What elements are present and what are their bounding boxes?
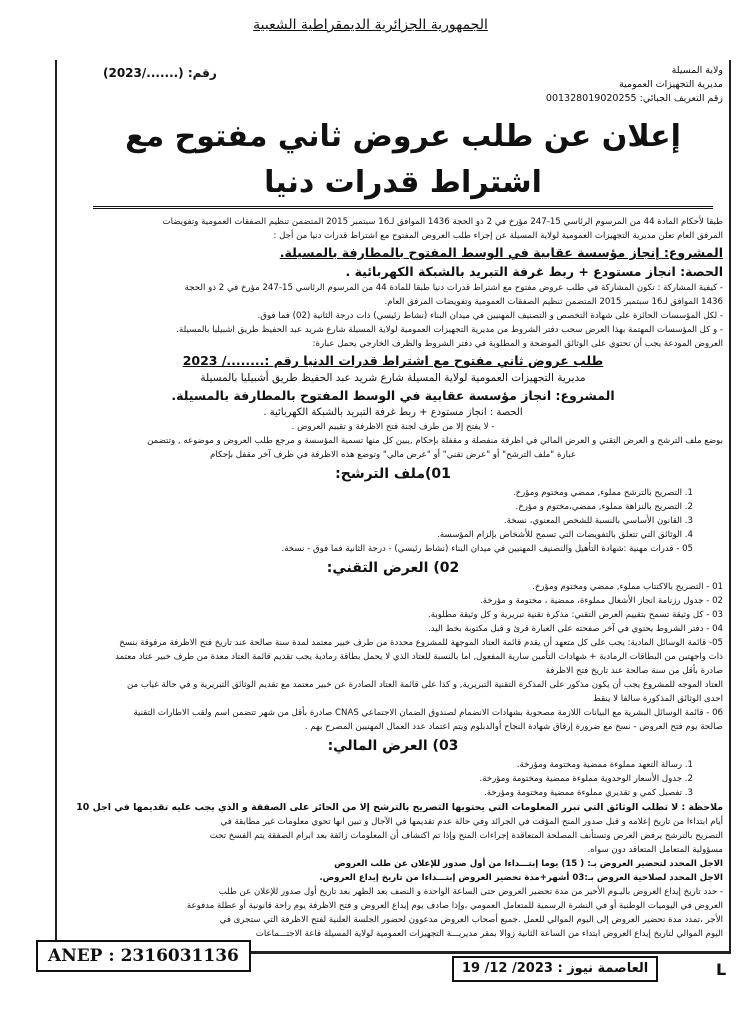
participation-line: العروض المودعة يجب أن تحتوي على الوثائق الموضحة و المطلوبة في دفتر الشروط والظرف الخارجي يحمل عبارة: xyxy=(312,339,723,349)
list-item: 2. التصريح بالنزاهة مملوء, ممضي،مختوم و مؤرخ. xyxy=(515,502,693,512)
issuer-block xyxy=(546,64,723,106)
header-row xyxy=(63,60,723,106)
deadline-line: العروض في اليوميات الوطنية أو في النشرة الرسمية للمتعامل العمومي ،وإذا صادف يوم إيداع العروض و فتح الاظرفة يوم راحة قانونية أو عطلة مدفوعة xyxy=(186,901,723,911)
note-line: مسؤولية المتعامل المتعاقد دون سواه. xyxy=(587,845,723,855)
participation-line: 1436 الموافق لـ16 سبتمبر 2015 المتضمن تنظيم الصفقات العمومية وتفويضات المرفق العام. xyxy=(384,297,723,307)
notice-body xyxy=(63,215,723,941)
opening-line: عبارة "ملف الترشح" أو "عرض تقني" أو "عرض مالي" وتوضع هذه الاظرفة في ظرف آخر مقفل بإحكام xyxy=(210,450,576,460)
intro-line: المرفق العام تعلن مديرية التجهيزات العمومية لولاية المسيلة عن إجراء طلب العروض المفتوح مع اشتراط قدرات دنيا من أجل : xyxy=(273,231,723,241)
list-item: 4. الوثائق التي تتعلق بالتفويضات التي تسمح للأشخاص بإلزام المؤسسة. xyxy=(437,530,693,540)
section1-list xyxy=(63,486,723,556)
deadline-line: الاجل المحدد لتحضير العروض بـ: ( 15) يوما إبتـــداءا من أول صدور للإعلان عن طلب العروض xyxy=(334,859,723,869)
wilaya: ولاية المسيلة xyxy=(671,65,723,76)
notice-title: إعلان عن طلب عروض ثاني مفتوح مع اشتراط قدرات دنيا xyxy=(93,114,713,209)
opening-line: - لا يفتح إلا من طرف لجنة فتح الاظرفة و تقييم العروض . xyxy=(291,422,495,432)
participation-line: - كيفية المشاركة : تكون المشاركة في طلب عروض مفتوح مع اشتراط قدرات دنيا طبقا للمادة 44 من المرسوم الرئاسي 15-247 مؤرخ في 2 ذو الحجة xyxy=(184,283,723,293)
list-item: 05 - قدرات مهنية :شهادة التأهيل والتصنيف المهنيين في ميدان البناء (نشاط رئيسي) - درجة الثانية فما فوق - نسخة. xyxy=(281,544,693,554)
section-title: 03) العرض المالي: xyxy=(327,738,459,754)
section3-list xyxy=(63,758,723,800)
envelope-line: طلب عروض ثاني مفتوح مع اشتراط قدرات الدنيا رقم :......../ 2023 xyxy=(182,353,604,368)
section-title: 01)ملف الترشح: xyxy=(335,466,451,482)
document-frame xyxy=(55,60,731,954)
newspaper-date: العاصمة نيوز : 2023/ 12/ 19 xyxy=(452,956,658,982)
corner-mark: L xyxy=(716,960,727,979)
list-item: 06 - قائمة الوسائل البشرية مع البيانات اللازمة مصحوبة بشهادات الانضمام لصندوق الضمان الاجتماعي CNAS صادرة بأقل من شهر تتضمن اسم ولقب الاطارات التقنية xyxy=(133,708,723,718)
note-line: أيام ابتداءا من تاريخ إعلامه و قبل صدور المنح المؤقت في الجرائد وفي حالة عدم تقديمها في الآجال و تبين انها تحوي معلومات غير مطابقة في xyxy=(220,817,723,827)
note-line: التصريح بالترشح يرفض العرض وتستأنف المصلحة المتعاقدة إجراءات المنح وإذا تم اكتشاف أن المعلومات زائفة بعد ابرام الصفقة يتم الفسخ تحت xyxy=(209,831,723,841)
directorate: مديرية التجهيزات العمومية xyxy=(619,79,723,90)
section-title: 02) العرض التقني: xyxy=(326,560,460,576)
participation-line: - لكل المؤسسات الحائزة على شهادة التخصص و التصنيف المهنيين في ميدان البناء (نشاط رئيسي) ذات درجة الثانية (02) فما فوق. xyxy=(257,311,723,321)
list-item: احدى الوثائق المذكورة سالفا لا ينقط xyxy=(592,694,723,704)
deadline-line: الأجر ،تمدد مدة تحضير العروض إلى اليوم الموالي للعمل .جميع أصحاب العروض مدعوون لحضور الجلسة العلنية لفتح الاظرفة التي ستجرى في xyxy=(219,915,723,925)
tax-id: رقم التعريف الجبائي: 001328019020255 xyxy=(545,93,723,104)
list-item: 2. جدول الأسعار الوحدوية مملوءة ممضية ومختومة ومؤرخة. xyxy=(479,774,693,784)
list-item: 03 - كل وثيقة تسمح بتقييم العرض التقني: مذكرة تقنية تبريرية و كل وثيقة مطلوبة. xyxy=(427,610,723,620)
envelope-line: المشروع: انجاز مؤسسة عقابية في الوسط المفتوح بالمطارفة بالمسيلة. xyxy=(171,388,615,403)
list-item: 05- قائمة الوسائل المادية: يجب على كل متعهد أن يقدم قائمة العتاد الموجهة للمشروع محددة من طرف خبير معتمد لمدة سنة صالحة عند تاريخ فتح الاظرفة مرفوقة بنسخ xyxy=(119,638,723,648)
envelope-line: الحصة : انجاز مستودع + ربط غرفة التبريد بالشبكة الكهربائية . xyxy=(263,407,523,418)
list-item: صادرة بأقل من سنة صالحة عند تاريخ فتح الاظرفة xyxy=(545,666,723,676)
list-item: صالحة يوم فتح العروض - نسخ مع ضرورة إرفاق شهادة النجاح أوالدبلوم ويتم اعتماد عدد العمال المهنيين المصرح بهم . xyxy=(304,722,723,732)
envelope-line: مديرية التجهيزات العمومية لولاية المسيلة شارع شريد عبد الحفيظ طريق أشبيليا بالمسيلة xyxy=(200,372,586,384)
list-item: 3. تفصيل كمي و تقديري مملوءة ممضية ومختومة ومؤرخة. xyxy=(484,788,693,798)
footer xyxy=(0,940,741,984)
list-item: 04 - دفتر الشروط يحتوي في آخر صفحته على العبارة قرئ و قبل مكتوبة بخط اليد. xyxy=(427,624,723,634)
list-item: 1. رسالة التعهد مملوءة ممضية ومختومة ومؤرخة. xyxy=(516,760,693,770)
list-item: 3. القانون الأساسي بالنسبة للشخص المعنوي، نسخة. xyxy=(503,516,693,526)
lot: الحصة: انجاز مستودع + ربط غرفة التبريد بالشبكة الكهربائية . xyxy=(345,264,723,279)
list-item: 1. التصريح بالترشح مملوء, ممضي ومختوم ومؤرخ. xyxy=(512,488,693,498)
list-item: 02 - جدول رزنامة انجاز الأشغال مملوءة، ممضية ، مختومة و مؤرخة. xyxy=(480,596,723,606)
deadline-line: اليوم الموالي لتاريخ إيداع العروض ابتداء من الساعة الثانية زوالا بمقر مديريـــة التجهيزات العمومية لولاية المسيلة قاعة الاجتـــماعات xyxy=(255,929,723,939)
republic-header: الجمهورية الجزائرية الديمقراطية الشعبية xyxy=(253,17,488,33)
list-item: العتاد الموجه للمشروع يجب أن يكون مذكور على المذكرة التقنية التبريرية, و كذا على قائمة العتاد الصادرة عن خبير معتمد مع تقديم الوثائق التبريرية و في حالة غياب من xyxy=(127,680,723,690)
anep-number: ANEP : 2316031136 xyxy=(36,940,251,972)
list-item: ذات واجهتين من البطاقات الرمادية + شهادات التأمين سارية المفعول, اما بالنسبة للعتاد الذي لا يحمل بطاقة رمادية يجب تقديم قائمة العتاد معدة من طرف خبير عتاد معتمد xyxy=(115,652,723,662)
deadline-line: - حدد تاريخ إيداع العروض باليـوم الأخير من مدة تحضير العروض حتى الساعة الواحدة و النصف بعد الظهر بعد تاريخ أول صدور للإعلان عن طلب xyxy=(218,887,723,897)
participation-line: - و كل المؤسسات المهتمة بهذا العرض سحب دفتر الشروط من مديرية التجهيزات العمومية لولاية المسيلة شارع شريد عبد الحفيظ طريق اشبيليا بالمسيلة. xyxy=(176,325,723,335)
section2-list xyxy=(63,580,723,734)
intro-line: طبقا لأحكام المادة 44 من المرسوم الرئاسي 15-247 مؤرخ في 2 ذو الحجة 1436 الموافق لـ16 سبتمبر 2015 المتضمن تنظيم الصفقات العمومية وتفويضات xyxy=(162,217,723,227)
note-line: ملاحظة : لا تطلب الوثائق التي تبرر المعلومات التي يحتويها التصريح بالترشح إلا من الحائز على الصفقة و الذي يجب عليه تقديمها في اجل 10 xyxy=(76,802,723,813)
reference-number: رقم: (......./2023) xyxy=(103,66,217,80)
deadline-line: الاجل المحدد لصلاحية العروض بـ:03 أشهر+مدة تحضير العروض إبتـــداءا من تاريخ إيداع العروض. xyxy=(319,873,723,883)
project: المشروع: إنجاز مؤسسة عقابية في الوسط المفتوح بالمطارفة بالمسيلة. xyxy=(279,245,723,260)
list-item: 01 - التصريح بالاكتتاب مملوء, ممضي ومختوم ومؤرخ. xyxy=(532,582,723,592)
opening-line: بوضع ملف الترشح و العرض التقني و العرض المالي في اظرفة منفصلة و مقفلة بإحكام ,يبين كل منها تسمية المؤسسة و مرجع طلب العروض و موضوعه , وتتضمن xyxy=(147,436,723,446)
